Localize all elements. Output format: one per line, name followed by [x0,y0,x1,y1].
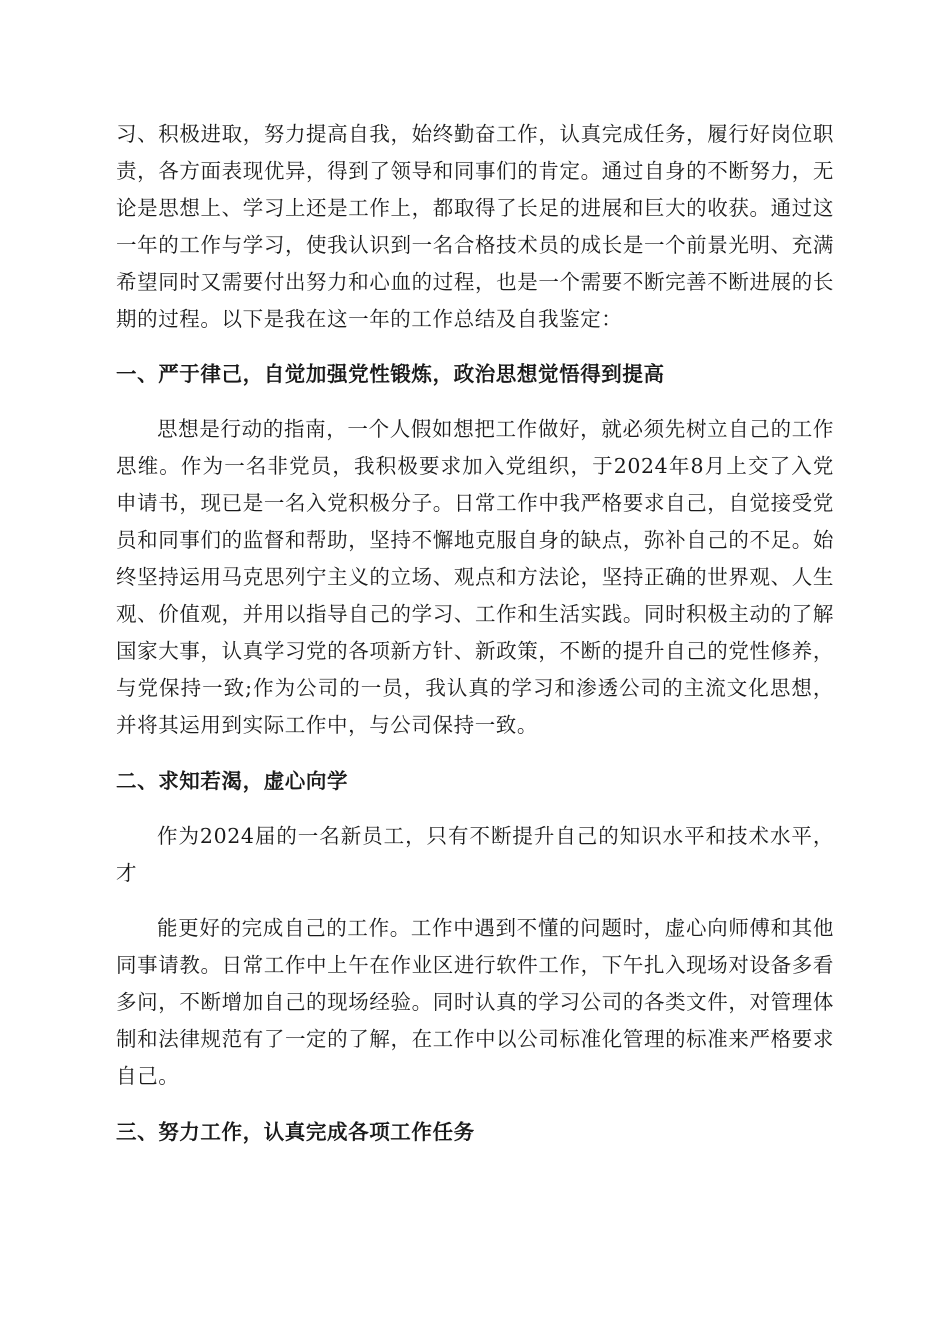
section-2-paragraph-part-2: 能更好的完成自己的工作。工作中遇到不懂的问题时，虚心向师傅和其他同事请教。日常工作中上午在作业区进行软件工作，下午扎入现场对设备多看多问，不断增加自己的现场经验。同时认真的学习公司的各类文件，对管理体制和法律规范有了一定的了解，在工作中以公司标准化管理的标准来严格要求自己。 [116,916,834,1088]
spacer [116,892,834,910]
spacer [116,800,834,818]
spacer [116,393,834,411]
spacer [116,338,834,356]
document-body [116,116,834,1151]
section-heading-1: 一、严于律己，自觉加强党性锻炼，政治思想觉悟得到提高 [116,362,665,386]
intro-paragraph: 习、积极进取，努力提高自我，始终勤奋工作，认真完成任务，履行好岗位职责，各方面表现优异，得到了领导和同事们的肯定。通过自身的不断努力，无论是思想上、学习上还是工作上，都取得了长足的进展和巨大的收获。通过这一年的工作与学习，使我认识到一名合格技术员的成长是一个前景光明、充满希望同时又需要付出努力和心血的过程，也是一个需要不断完善不断进展的长期的过程。以下是我在这一年的工作总结及自我鉴定： [116,122,834,331]
section-2-paragraph-part-1: 作为2024届的一名新员工，只有不断提升自己的知识水平和技术水平，才 [116,824,834,885]
spacer [116,744,834,763]
section-heading-2: 二、求知若渴，虚心向学 [116,769,349,793]
section-1-paragraph: 思想是行动的指南，一个人假如想把工作做好，就必须先树立自己的工作思维。作为一名非党员，我积极要求加入党组织，于2024年8月上交了入党申请书，现已是一名入党积极分子。日常工作中我严格要求自己，自觉接受党员和同事们的监督和帮助，坚持不懈地克服自身的缺点，弥补自己的不足。始终坚持运用马克思列宁主义的立场、观点和方法论，坚持正确的世界观、人生观、价值观，并用以指导自己的学习、工作和生活实践。同时积极主动的了解国家大事，认真学习党的各项新方针、新政策，不断的提升自己的党性修养，与党保持一致;作为公司的一员，我认真的学习和渗透公司的主流文化思想，并将其运用到实际工作中，与公司保持一致。 [116,417,834,737]
section-heading-3: 三、努力工作，认真完成各项工作任务 [116,1120,475,1144]
spacer [116,1095,834,1114]
